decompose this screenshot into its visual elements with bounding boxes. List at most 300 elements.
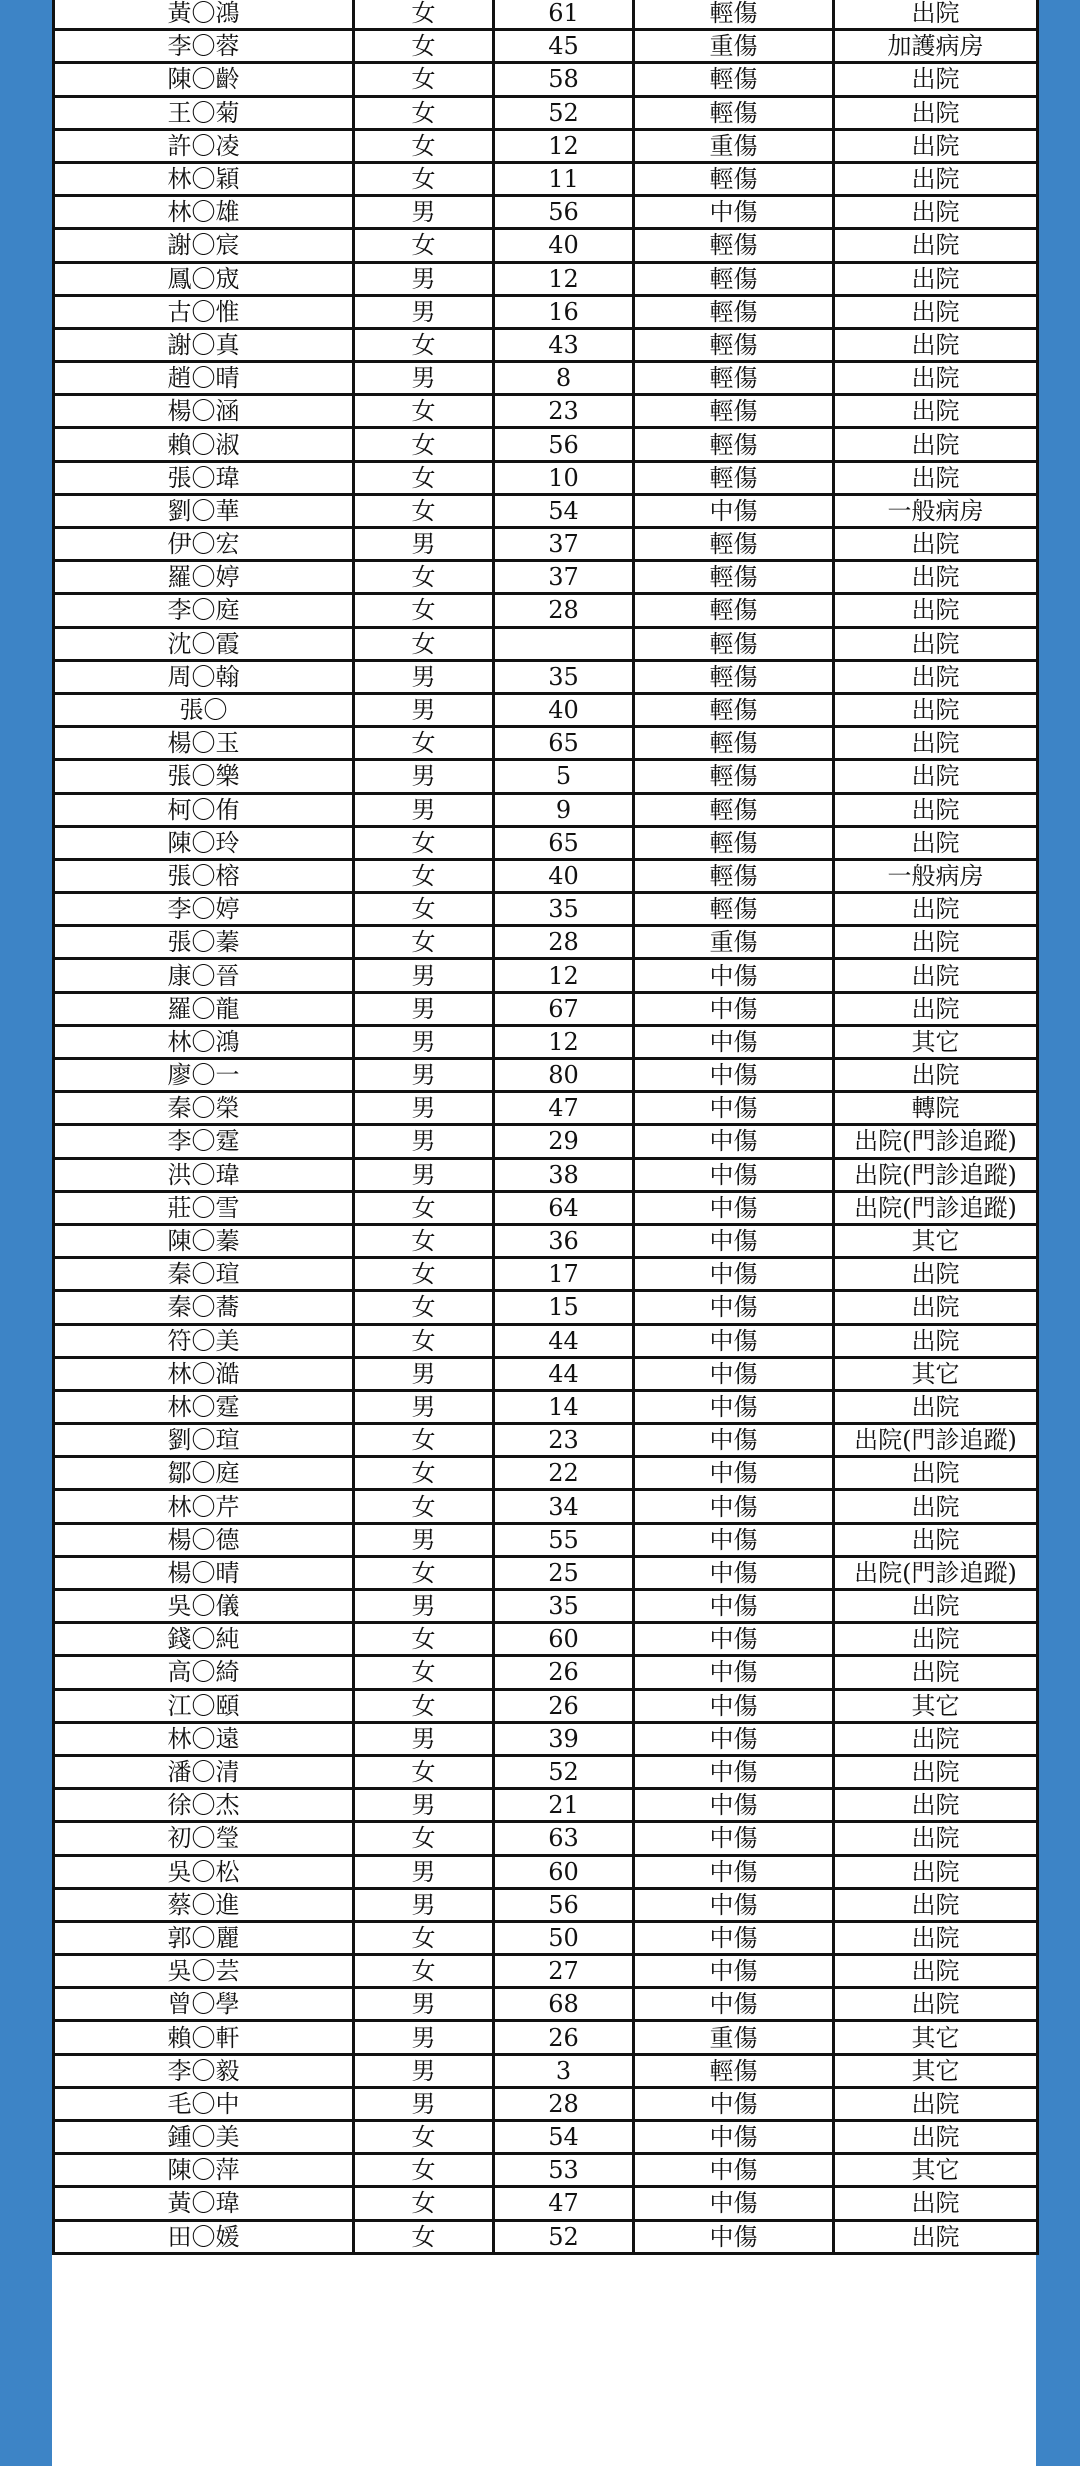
age-cell: 29 (494, 1125, 634, 1158)
sex-cell: 男 (354, 760, 494, 793)
sex-cell: 女 (354, 1258, 494, 1291)
sex-cell: 男 (354, 2054, 494, 2087)
severity-cell: 輕傷 (634, 96, 834, 129)
outcome-cell: 出院 (834, 1921, 1038, 1954)
name-cell: 初〇瑩 (54, 1822, 354, 1855)
name-cell: 秦〇榮 (54, 1092, 354, 1125)
table-row (54, 1390, 1038, 1423)
age-cell: 56 (494, 1888, 634, 1921)
table-row (54, 1689, 1038, 1722)
outcome-cell: 出院 (834, 2220, 1038, 2253)
age-cell: 14 (494, 1390, 634, 1423)
sex-cell: 女 (354, 63, 494, 96)
age-cell: 60 (494, 1623, 634, 1656)
sex-cell: 女 (354, 395, 494, 428)
sex-cell: 女 (354, 1955, 494, 1988)
name-cell: 張〇樂 (54, 760, 354, 793)
age-cell: 28 (494, 2087, 634, 2120)
outcome-cell: 出院 (834, 395, 1038, 428)
outcome-cell: 出院 (834, 2087, 1038, 2120)
outcome-cell: 出院 (834, 1523, 1038, 1556)
age-cell: 35 (494, 660, 634, 693)
name-cell: 劉〇華 (54, 494, 354, 527)
table-row (54, 229, 1038, 262)
sex-cell: 男 (354, 362, 494, 395)
outcome-cell: 出院 (834, 1988, 1038, 2021)
name-cell: 毛〇中 (54, 2087, 354, 2120)
outcome-cell: 出院 (834, 594, 1038, 627)
age-cell: 54 (494, 494, 634, 527)
name-cell: 田〇媛 (54, 2220, 354, 2253)
age-cell: 67 (494, 992, 634, 1025)
name-cell: 賴〇淑 (54, 428, 354, 461)
severity-cell: 輕傷 (634, 395, 834, 428)
severity-cell: 中傷 (634, 1059, 834, 1092)
severity-cell: 重傷 (634, 2021, 834, 2054)
severity-cell: 重傷 (634, 30, 834, 63)
name-cell: 郭〇麗 (54, 1921, 354, 1954)
severity-cell: 中傷 (634, 992, 834, 1025)
severity-cell: 輕傷 (634, 627, 834, 660)
outcome-cell: 出院 (834, 561, 1038, 594)
severity-cell: 中傷 (634, 1457, 834, 1490)
severity-cell: 中傷 (634, 1125, 834, 1158)
age-cell: 68 (494, 1988, 634, 2021)
table-row (54, 1324, 1038, 1357)
severity-cell: 輕傷 (634, 793, 834, 826)
sex-cell: 女 (354, 893, 494, 926)
outcome-cell: 其它 (834, 1025, 1038, 1058)
sex-cell: 女 (354, 1656, 494, 1689)
outcome-cell: 轉院 (834, 1092, 1038, 1125)
age-cell: 36 (494, 1224, 634, 1257)
age-cell: 3 (494, 2054, 634, 2087)
severity-cell: 中傷 (634, 1789, 834, 1822)
name-cell: 曾〇學 (54, 1988, 354, 2021)
table-row (54, 1125, 1038, 1158)
name-cell: 王〇菊 (54, 96, 354, 129)
severity-cell: 輕傷 (634, 162, 834, 195)
table-row (54, 1059, 1038, 1092)
sex-cell: 女 (354, 1490, 494, 1523)
name-cell: 廖〇一 (54, 1059, 354, 1092)
name-cell: 李〇蓉 (54, 30, 354, 63)
name-cell: 許〇凌 (54, 129, 354, 162)
sex-cell: 女 (354, 2220, 494, 2253)
table-row (54, 428, 1038, 461)
table-row (54, 2054, 1038, 2087)
table-row (54, 1855, 1038, 1888)
table-row (54, 959, 1038, 992)
severity-cell: 輕傷 (634, 461, 834, 494)
severity-cell: 中傷 (634, 1523, 834, 1556)
outcome-cell: 出院 (834, 262, 1038, 295)
name-cell: 柯〇侑 (54, 793, 354, 826)
table-row (54, 1789, 1038, 1822)
age-cell: 35 (494, 893, 634, 926)
name-cell: 楊〇涵 (54, 395, 354, 428)
sex-cell: 女 (354, 30, 494, 63)
sex-cell: 男 (354, 693, 494, 726)
outcome-cell: 出院 (834, 1291, 1038, 1324)
name-cell: 劉〇瑄 (54, 1424, 354, 1457)
table-row (54, 760, 1038, 793)
outcome-cell: 其它 (834, 2021, 1038, 2054)
severity-cell: 中傷 (634, 1888, 834, 1921)
table-row (54, 1623, 1038, 1656)
sex-cell: 男 (354, 1523, 494, 1556)
sex-cell: 女 (354, 1822, 494, 1855)
table-row (54, 992, 1038, 1025)
outcome-cell: 出院 (834, 1888, 1038, 1921)
outcome-cell: 出院 (834, 926, 1038, 959)
sex-cell: 女 (354, 229, 494, 262)
outcome-cell: 加護病房 (834, 30, 1038, 63)
outcome-cell: 出院(門診追蹤) (834, 1191, 1038, 1224)
severity-cell: 中傷 (634, 1324, 834, 1357)
name-cell: 林〇霆 (54, 1390, 354, 1423)
name-cell: 李〇庭 (54, 594, 354, 627)
age-cell: 63 (494, 1822, 634, 1855)
outcome-cell: 出院 (834, 826, 1038, 859)
sex-cell: 女 (354, 162, 494, 195)
severity-cell: 中傷 (634, 1656, 834, 1689)
severity-cell: 輕傷 (634, 2054, 834, 2087)
name-cell: 康〇晉 (54, 959, 354, 992)
age-cell: 34 (494, 1490, 634, 1523)
table-row (54, 63, 1038, 96)
age-cell: 28 (494, 594, 634, 627)
table-row (54, 1258, 1038, 1291)
severity-cell: 中傷 (634, 1689, 834, 1722)
name-cell: 伊〇宏 (54, 528, 354, 561)
sex-cell: 女 (354, 1921, 494, 1954)
severity-cell: 中傷 (634, 196, 834, 229)
table-row (54, 2220, 1038, 2253)
age-cell: 26 (494, 1689, 634, 1722)
age-cell: 38 (494, 1158, 634, 1191)
outcome-cell: 出院 (834, 461, 1038, 494)
age-cell: 56 (494, 428, 634, 461)
name-cell: 黃〇鴻 (54, 0, 354, 30)
table-row (54, 1988, 1038, 2021)
age-cell: 11 (494, 162, 634, 195)
severity-cell: 輕傷 (634, 328, 834, 361)
outcome-cell: 出院 (834, 1390, 1038, 1423)
age-cell: 27 (494, 1955, 634, 1988)
outcome-cell: 出院 (834, 229, 1038, 262)
outcome-cell: 出院 (834, 129, 1038, 162)
table-row (54, 826, 1038, 859)
name-cell: 錢〇純 (54, 1623, 354, 1656)
outcome-cell: 出院 (834, 959, 1038, 992)
severity-cell: 中傷 (634, 2087, 834, 2120)
table-row (54, 793, 1038, 826)
outcome-cell: 出院 (834, 1623, 1038, 1656)
age-cell: 64 (494, 1191, 634, 1224)
outcome-cell: 出院 (834, 1755, 1038, 1788)
severity-cell: 中傷 (634, 1092, 834, 1125)
sex-cell: 男 (354, 1092, 494, 1125)
sex-cell: 男 (354, 196, 494, 229)
name-cell: 江〇頤 (54, 1689, 354, 1722)
sex-cell: 女 (354, 627, 494, 660)
name-cell: 黃〇瑋 (54, 2187, 354, 2220)
age-cell: 40 (494, 859, 634, 892)
age-cell: 44 (494, 1324, 634, 1357)
table-row (54, 561, 1038, 594)
age-cell: 17 (494, 1258, 634, 1291)
table-row (54, 129, 1038, 162)
table-row (54, 1490, 1038, 1523)
severity-cell: 中傷 (634, 1755, 834, 1788)
severity-cell: 輕傷 (634, 63, 834, 96)
sex-cell: 女 (354, 561, 494, 594)
severity-cell: 中傷 (634, 1623, 834, 1656)
table-row (54, 461, 1038, 494)
sex-cell: 女 (354, 1623, 494, 1656)
name-cell: 蔡〇進 (54, 1888, 354, 1921)
outcome-cell: 其它 (834, 1224, 1038, 1257)
casualty-table (52, 0, 1039, 2255)
name-cell: 林〇雄 (54, 196, 354, 229)
table-row (54, 1590, 1038, 1623)
severity-cell: 輕傷 (634, 727, 834, 760)
severity-cell: 輕傷 (634, 660, 834, 693)
severity-cell: 輕傷 (634, 362, 834, 395)
name-cell: 莊〇雪 (54, 1191, 354, 1224)
age-cell: 37 (494, 561, 634, 594)
name-cell: 陳〇玲 (54, 826, 354, 859)
sex-cell: 男 (354, 1025, 494, 1058)
outcome-cell: 出院 (834, 1855, 1038, 1888)
table-row (54, 727, 1038, 760)
sex-cell: 女 (354, 1689, 494, 1722)
table-row (54, 1656, 1038, 1689)
name-cell: 楊〇玉 (54, 727, 354, 760)
outcome-cell: 出院 (834, 1258, 1038, 1291)
sex-cell: 男 (354, 1125, 494, 1158)
name-cell: 李〇霆 (54, 1125, 354, 1158)
table-row (54, 1955, 1038, 1988)
outcome-cell: 出院 (834, 1955, 1038, 1988)
age-cell: 54 (494, 2121, 634, 2154)
outcome-cell: 出院 (834, 1059, 1038, 1092)
age-cell (494, 627, 634, 660)
age-cell: 58 (494, 63, 634, 96)
name-cell: 張〇瑋 (54, 461, 354, 494)
table-row (54, 893, 1038, 926)
name-cell: 秦〇瑄 (54, 1258, 354, 1291)
table-row (54, 1158, 1038, 1191)
outcome-cell: 出院 (834, 96, 1038, 129)
age-cell: 55 (494, 1523, 634, 1556)
outcome-cell: 出院(門診追蹤) (834, 1158, 1038, 1191)
table-row (54, 494, 1038, 527)
outcome-cell: 出院 (834, 1789, 1038, 1822)
age-cell: 39 (494, 1722, 634, 1755)
severity-cell: 中傷 (634, 1390, 834, 1423)
severity-cell: 中傷 (634, 1921, 834, 1954)
name-cell: 陳〇蓁 (54, 1224, 354, 1257)
severity-cell: 輕傷 (634, 760, 834, 793)
sex-cell: 女 (354, 859, 494, 892)
age-cell: 61 (494, 0, 634, 30)
table-row (54, 2121, 1038, 2154)
sex-cell: 女 (354, 96, 494, 129)
age-cell: 52 (494, 1755, 634, 1788)
name-cell: 潘〇清 (54, 1755, 354, 1788)
severity-cell: 中傷 (634, 959, 834, 992)
table-row (54, 1921, 1038, 1954)
age-cell: 26 (494, 2021, 634, 2054)
name-cell: 林〇芹 (54, 1490, 354, 1523)
name-cell: 林〇澔 (54, 1357, 354, 1390)
name-cell: 洪〇瑋 (54, 1158, 354, 1191)
severity-cell: 中傷 (634, 1025, 834, 1058)
table-row (54, 1822, 1038, 1855)
severity-cell: 中傷 (634, 1590, 834, 1623)
age-cell: 53 (494, 2154, 634, 2187)
severity-cell: 中傷 (634, 1224, 834, 1257)
table-row (54, 1224, 1038, 1257)
name-cell: 吳〇儀 (54, 1590, 354, 1623)
sex-cell: 女 (354, 1191, 494, 1224)
severity-cell: 中傷 (634, 1822, 834, 1855)
age-cell: 52 (494, 2220, 634, 2253)
name-cell: 周〇翰 (54, 660, 354, 693)
severity-cell: 中傷 (634, 1855, 834, 1888)
outcome-cell: 一般病房 (834, 494, 1038, 527)
outcome-cell: 出院 (834, 2121, 1038, 2154)
outcome-cell: 出院 (834, 627, 1038, 660)
name-cell: 陳〇萍 (54, 2154, 354, 2187)
table-row (54, 1191, 1038, 1224)
table-row (54, 1888, 1038, 1921)
sex-cell: 男 (354, 1789, 494, 1822)
severity-cell: 中傷 (634, 2220, 834, 2253)
table-row (54, 528, 1038, 561)
table-row (54, 96, 1038, 129)
severity-cell: 中傷 (634, 1291, 834, 1324)
age-cell: 65 (494, 727, 634, 760)
severity-cell: 中傷 (634, 1955, 834, 1988)
severity-cell: 輕傷 (634, 229, 834, 262)
table-row (54, 0, 1038, 30)
name-cell: 符〇美 (54, 1324, 354, 1357)
age-cell: 5 (494, 760, 634, 793)
age-cell: 45 (494, 30, 634, 63)
sex-cell: 男 (354, 2021, 494, 2054)
table-row (54, 30, 1038, 63)
sex-cell: 女 (354, 826, 494, 859)
outcome-cell: 出院(門診追蹤) (834, 1556, 1038, 1589)
sex-cell: 女 (354, 2121, 494, 2154)
age-cell: 22 (494, 1457, 634, 1490)
age-cell: 23 (494, 395, 634, 428)
sex-cell: 女 (354, 1224, 494, 1257)
age-cell: 8 (494, 362, 634, 395)
name-cell: 鄒〇庭 (54, 1457, 354, 1490)
outcome-cell: 其它 (834, 2054, 1038, 2087)
outcome-cell: 出院 (834, 1822, 1038, 1855)
sex-cell: 女 (354, 1324, 494, 1357)
table-row (54, 926, 1038, 959)
table-row (54, 295, 1038, 328)
name-cell: 賴〇軒 (54, 2021, 354, 2054)
name-cell: 古〇惟 (54, 295, 354, 328)
outcome-cell: 出院 (834, 528, 1038, 561)
outcome-cell: 出院 (834, 660, 1038, 693)
age-cell: 26 (494, 1656, 634, 1689)
sex-cell: 女 (354, 727, 494, 760)
table-row (54, 1357, 1038, 1390)
sex-cell: 女 (354, 328, 494, 361)
outcome-cell: 出院 (834, 196, 1038, 229)
severity-cell: 輕傷 (634, 826, 834, 859)
sex-cell: 男 (354, 1158, 494, 1191)
sex-cell: 男 (354, 1590, 494, 1623)
table-row (54, 2021, 1038, 2054)
outcome-cell: 出院 (834, 2187, 1038, 2220)
name-cell: 李〇婷 (54, 893, 354, 926)
severity-cell: 中傷 (634, 1424, 834, 1457)
age-cell: 21 (494, 1789, 634, 1822)
table-row (54, 362, 1038, 395)
name-cell: 鍾〇美 (54, 2121, 354, 2154)
table-row (54, 1523, 1038, 1556)
severity-cell: 中傷 (634, 1258, 834, 1291)
age-cell: 15 (494, 1291, 634, 1324)
outcome-cell: 出院 (834, 1590, 1038, 1623)
outcome-cell: 出院 (834, 1457, 1038, 1490)
sex-cell: 男 (354, 295, 494, 328)
sex-cell: 男 (354, 1357, 494, 1390)
sex-cell: 女 (354, 129, 494, 162)
name-cell: 林〇鴻 (54, 1025, 354, 1058)
severity-cell: 重傷 (634, 926, 834, 959)
sex-cell: 女 (354, 1755, 494, 1788)
age-cell: 80 (494, 1059, 634, 1092)
sex-cell: 女 (354, 1457, 494, 1490)
age-cell: 35 (494, 1590, 634, 1623)
age-cell: 47 (494, 2187, 634, 2220)
sex-cell: 女 (354, 0, 494, 30)
sex-cell: 男 (354, 959, 494, 992)
name-cell: 謝〇真 (54, 328, 354, 361)
age-cell: 40 (494, 229, 634, 262)
severity-cell: 輕傷 (634, 859, 834, 892)
sex-cell: 男 (354, 1390, 494, 1423)
severity-cell: 中傷 (634, 1191, 834, 1224)
age-cell: 43 (494, 328, 634, 361)
name-cell: 楊〇德 (54, 1523, 354, 1556)
casualty-table-body (54, 0, 1038, 2253)
sex-cell: 男 (354, 1855, 494, 1888)
severity-cell: 中傷 (634, 2187, 834, 2220)
sex-cell: 女 (354, 1556, 494, 1589)
name-cell: 鳳〇宬 (54, 262, 354, 295)
name-cell: 徐〇杰 (54, 1789, 354, 1822)
name-cell: 高〇綺 (54, 1656, 354, 1689)
sex-cell: 女 (354, 428, 494, 461)
table-row (54, 1424, 1038, 1457)
outcome-cell: 一般病房 (834, 859, 1038, 892)
name-cell: 羅〇龍 (54, 992, 354, 1025)
outcome-cell: 出院 (834, 760, 1038, 793)
table-row (54, 2087, 1038, 2120)
age-cell: 12 (494, 129, 634, 162)
